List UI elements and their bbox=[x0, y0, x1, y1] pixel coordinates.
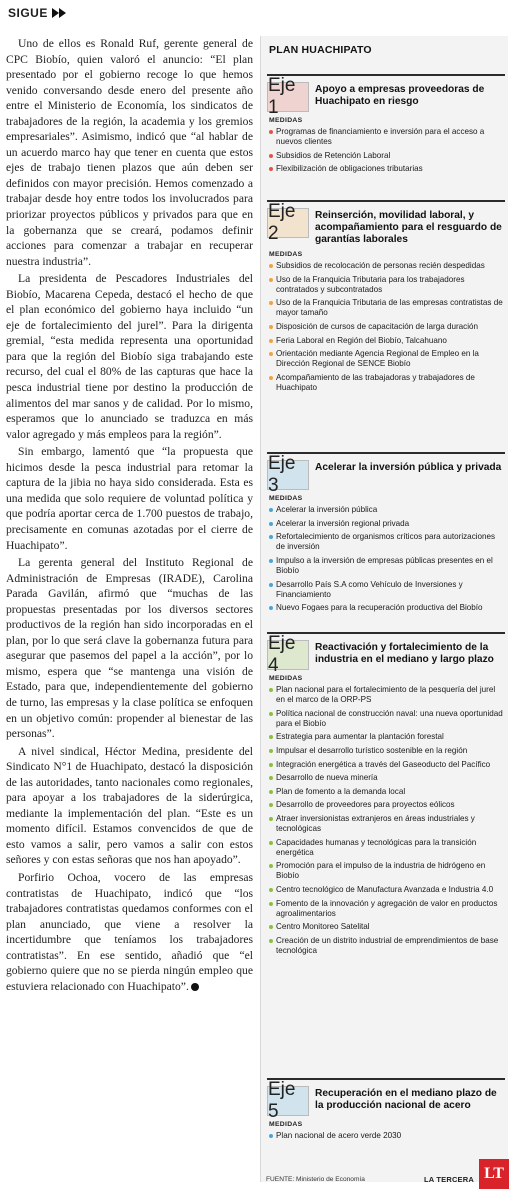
eje-title: Acelerar la inversión pública y privada bbox=[315, 462, 502, 473]
eje-1-section bbox=[267, 74, 505, 178]
medida-item: Centro tecnológico de Manufactura Avanzada e Industria 4.0 bbox=[267, 885, 505, 895]
medida-item: Programas de financiamiento e inversión para el acceso a nuevos clientes bbox=[267, 127, 505, 147]
eje-title: Recuperación en el mediano plazo de la producción nacional de acero bbox=[315, 1088, 497, 1111]
medida-item: Impulso a la inversión de empresas públicas presentes en el Biobío bbox=[267, 556, 505, 576]
eje-title: Reactivación y fortalecimiento de la industria en el mediano y largo plazo bbox=[315, 642, 494, 665]
infographic-footer bbox=[266, 1165, 509, 1189]
article-paragraph: Uno de ellos es Ronald Ruf, gerente general de CPC Biobío, quien valoró el anuncio: “El plan presentado por el gobierno recoge lo que hemos venido conversando desde enero del presente año entre el Ministerio de Economía, los sindicatos de trabajadores de la región, la academia y los gremios empresariales”. Asimismo, indicó que “al hablar de un acuerdo marco hay que tener en cuenta que estos ejes de trabajo tienen plazos que aún deben ser definidos con mayor precisión. Hemos comenzado a trabajar desde hoy entre todos los involucrados para priorizar proyectos públicos y privados para que en la gobernanza que se creará, podamos definir acciones para comenzar a trabajar en recuperar nuestra industria”. bbox=[6, 37, 253, 268]
medida-item: Subsidios de Retención Laboral bbox=[267, 151, 505, 161]
medida-item: Integración energética a través del Gaseoducto del Pacífico bbox=[267, 760, 505, 770]
article-paragraph-last bbox=[6, 870, 253, 994]
medida-item: Uso de la Franquicia Tributaria para los trabajadores contratados y subcontratados bbox=[267, 275, 505, 295]
medida-item: Orientación mediante Agencia Regional de Empleo en la Dirección Regional de SENCE Biobío bbox=[267, 349, 505, 369]
medida-item: Creación de un distrito industrial de emprendimientos de base tecnológica bbox=[267, 936, 505, 956]
article-body bbox=[6, 36, 253, 996]
medidas-label: MEDIDAS bbox=[269, 117, 303, 124]
article-paragraph: Sin embargo, lamentó que “la propuesta que hicimos desde la pesca industrial para retomar la captura de la jibia no haya sido considerada. Esta es una medida que solo requiere de voluntad política y que podría aportar cerca de 1.700 puestos de trabajo, precisamente en comunas azotadas por el cierre de Huachipato”. bbox=[6, 445, 253, 552]
medida-item: Desarrollo de nueva minería bbox=[267, 773, 505, 783]
medida-item: Desarrollo de proveedores para proyectos eólicos bbox=[267, 800, 505, 810]
medida-item: Acelerar la inversión pública bbox=[267, 505, 505, 515]
eje-badge: Eje 1 bbox=[267, 82, 309, 112]
eje-badge: Eje 2 bbox=[267, 208, 309, 238]
end-of-article-icon bbox=[191, 983, 199, 991]
eje-2-section bbox=[267, 200, 505, 397]
medida-item: Fomento de la innovación y agregación de valor en productos agroalimentarios bbox=[267, 899, 505, 919]
publication-logo: LT bbox=[479, 1159, 509, 1189]
medidas-list bbox=[267, 1131, 505, 1141]
infographic-title: PLAN HUACHIPATO bbox=[269, 44, 372, 56]
medida-item: Estrategia para aumentar la plantación forestal bbox=[267, 732, 505, 742]
double-arrow-icon bbox=[52, 8, 66, 18]
medidas-list bbox=[267, 505, 505, 613]
eje-title: Reinserción, movilidad laboral, y acompañamiento para el resguardo de garantías laborales bbox=[315, 210, 502, 245]
article-paragraph: La presidenta de Pescadores Industriales del Biobío, Macarena Cepeda, destacó el hecho de que el plan económico del gobierno haya incluido “un eje de fortalecimiento del jurel”. Para la dirigenta gremial, “esta medida representa una oportunidad para que la región del Biobío siga trabajando este recurso, del cual el 80% de las capturas que hace la pesca industrial tiene por destino la producción de alimentos del mar sanos y de calidad. Por lo mismo, esperamos que lo anunciado se traduzca en más valor agregado y más empleos para la región”. bbox=[6, 272, 253, 441]
eje-badge: Eje 5 bbox=[267, 1086, 309, 1116]
medidas-list bbox=[267, 127, 505, 174]
medida-item: Feria Laboral en Región del Biobío, Talcahuano bbox=[267, 336, 505, 346]
eje-4-section bbox=[267, 632, 505, 960]
medida-item: Disposición de cursos de capacitación de larga duración bbox=[267, 322, 505, 332]
medida-item: Flexibilización de obligaciones tributarias bbox=[267, 164, 505, 174]
article-paragraph-text: Porfirio Ochoa, vocero de las empresas contratistas de Huachipato, indicó que “los trabajadores contratistas quedamos conformes con el plan anunciado, que viene a resolver la incertidumbre que teníamos los trabajadores contratistas”. En ese sentido, añadió que “el gobierno quiere que no se pierda ningún empleo que estuviera relacionado con Huachipato”. bbox=[6, 870, 253, 993]
medida-item: Desarrollo País S.A como Vehículo de Inversiones y Financiamiento bbox=[267, 580, 505, 600]
continue-marker bbox=[8, 6, 66, 20]
article-paragraph: La gerenta general del Instituto Regional de Administración de Empresas (IRADE), Carolina Parada Gavilán, afirmó que “muchas de las propuestas presentadas por los diversos sectores productivos de la región han sido incorporadas en el plan, por lo que será clave la gobernanza futura para asegurar que pasemos del papel a la acción”, por lo mismo, espera que “se mantenga una visión de Estado, para que, independientemente del gobierno de turno, las empresas y la clase política se enfoquen en un objetivo común: propender al bienestar de las personas”. bbox=[6, 556, 253, 741]
medidas-list bbox=[267, 261, 505, 393]
eje-title: Apoyo a empresas proveedoras de Huachipato en riesgo bbox=[315, 84, 485, 107]
continue-label: SIGUE bbox=[8, 6, 48, 20]
medida-item: Acelerar la inversión regional privada bbox=[267, 519, 505, 529]
medida-item: Centro Monitoreo Satelital bbox=[267, 922, 505, 932]
medida-item: Promoción para el impulso de la industria de hidrógeno en Biobío bbox=[267, 861, 505, 881]
medida-item: Plan nacional de acero verde 2030 bbox=[267, 1131, 505, 1141]
eje-3-section bbox=[267, 452, 505, 617]
medida-item: Acompañamiento de las trabajadoras y trabajadores de Huachipato bbox=[267, 373, 505, 393]
medida-item: Nuevo Fogaes para la recuperación productiva del Biobío bbox=[267, 603, 505, 613]
brand bbox=[423, 1165, 509, 1189]
medida-item: Política nacional de construcción naval: una nueva oportunidad para el Biobío bbox=[267, 709, 505, 729]
medida-item: Plan de fomento a la demanda local bbox=[267, 787, 505, 797]
medida-item: Impulsar el desarrollo turístico sostenible en la región bbox=[267, 746, 505, 756]
plan-infographic bbox=[260, 36, 508, 1182]
medida-item: Subsidios de recolocación de personas recién despedidas bbox=[267, 261, 505, 271]
medidas-list bbox=[267, 685, 505, 956]
medidas-label: MEDIDAS bbox=[269, 495, 303, 502]
medidas-label: MEDIDAS bbox=[269, 675, 303, 682]
medida-item: Atraer inversionistas extranjeros en áreas industriales y tecnológicas bbox=[267, 814, 505, 834]
medidas-label: MEDIDAS bbox=[269, 251, 303, 258]
eje-badge: Eje 4 bbox=[267, 640, 309, 670]
medidas-label: MEDIDAS bbox=[269, 1121, 303, 1128]
medida-item: Capacidades humanas y tecnológicas para la transición energética bbox=[267, 838, 505, 858]
publication-name: LA TERCERA bbox=[423, 1174, 474, 1184]
medida-item: Uso de la Franquicia Tributaria de las empresas contratistas de mayor tamaño bbox=[267, 298, 505, 318]
eje-badge: Eje 3 bbox=[267, 460, 309, 490]
medida-item: Refortalecimiento de organismos críticos para autorizaciones de inversión bbox=[267, 532, 505, 552]
source-note: FUENTE: Ministerio de Economía bbox=[266, 1175, 365, 1183]
eje-5-section bbox=[267, 1078, 505, 1145]
article-paragraph: A nivel sindical, Héctor Medina, presidente del Sindicato N°1 de Huachipato, destacó la disposición de las autoridades, tanto nacionales como regionales, para apoyar a los trabajadores de la siderúrgica, mediante la implementación del plan. “Este es un momento difícil. Estamos convencidos de que de esto vamos a salir, pero vamos a salir con estos señores y con estas señoras que nos han apoyado”. bbox=[6, 744, 253, 867]
medida-item: Plan nacional para el fortalecimiento de la pesquería del jurel en el marco de la ORP-PS bbox=[267, 685, 505, 705]
